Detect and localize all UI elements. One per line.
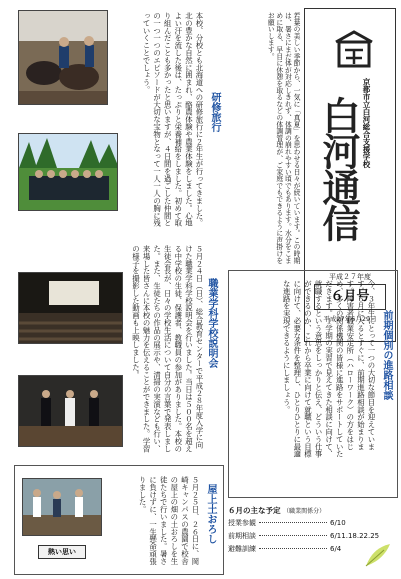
career-consult-heading: 前期個別の進路相談 xyxy=(381,310,392,400)
school-emblem-icon xyxy=(330,28,378,76)
schedule-item-label: 授業参観 xyxy=(228,518,256,527)
rooftop-photo xyxy=(22,478,102,536)
dotted-leader xyxy=(259,522,327,523)
schedule-title-note: （職業関係分） xyxy=(283,508,326,515)
schedule-row xyxy=(228,516,398,529)
dotted-leader xyxy=(259,548,327,549)
students-stage-photo xyxy=(18,375,123,447)
rooftop-body: ５月２５日、２６日に、岡崎キャンパスの農園で校舎の屋上の畑の土おろしを生徒たちで行いました。暑さに負けずに、一生懸命頑張りました。 xyxy=(138,476,200,565)
school-name: 京都市立白河総合支援学校 xyxy=(362,78,371,168)
schedule-item-date: 6/10 xyxy=(330,518,346,527)
photo-caption: 熱い思い xyxy=(38,545,86,559)
schedule-item-date: 6/11.18.22.25 xyxy=(330,531,380,540)
schedule-title-text: ６月の主な予定 xyxy=(228,506,281,515)
leaf-icon xyxy=(362,540,392,570)
rooftop-heading: 屋上土おろし xyxy=(205,484,216,544)
farm-photo-image xyxy=(19,11,108,105)
schedule-item-label: 前期相談 xyxy=(228,531,256,540)
issue-date: 平成27年6月29日 xyxy=(323,315,377,323)
career-consult-body: 今、３年生にとって一つの大切な節目を迎えています。６月に入るとすぐに、前期進路相談が始まります。障害者職業安定所（ハローワーク）の方をはじめ、多くの関係機関の皆様に進路をサポートしていただきます。１学期の実習で見えてきた相談に向けて、就職するという意思をしっかりと伝え、どういう仕事ができるのか、これから卒業に向けて就職という目標に向けて、必要な条件を整理し、ひとりひとりに最適な進路を実現できるようにしましょう。 xyxy=(282,280,376,458)
group-photo xyxy=(18,133,118,211)
farm-photo xyxy=(18,10,108,105)
training-trip-heading: 研修旅行 xyxy=(209,92,220,132)
vocational-briefing-heading: 職業学科学校説明会 xyxy=(206,278,217,368)
schedule-item-date: 6/4 xyxy=(330,544,342,553)
vocational-briefing-body: ５月２４日（日）、総合教育センターで平成２８年度入学に向けた職業学科学校説明会を行いました。当日は５００名を超える中学校の生徒、保護者、教職員の参加がありました。本校の生徒会長が、日々の学校生活について自分の言葉で発表しました。また、生徒たちの作品の展示や、清掃の実演なども行い、来場した皆さんに本校の魅力を伝えることができました。学習の様子を撮影した動画も上映しました。 xyxy=(131,245,204,453)
schedule-item-label: 避難訓練 xyxy=(228,544,256,553)
schedule-title xyxy=(228,505,398,516)
students-stage-photo-image xyxy=(19,376,123,447)
auditorium-photo xyxy=(18,272,123,344)
issue-year: 平成２７年度 xyxy=(329,273,371,281)
intro-text: 若葉の美しい季節から、一気に「真夏」を思わせる日々が続いています。この時期は、暑さにまだ体が対応しきれず、体調の崩れやすい頃でもあります。水分をこまめに取る、早目に休憩を取るなどの体調管理が、ご家庭でもできるように声掛けをお願いします。 xyxy=(266,12,300,264)
training-trip-body: 本校、分校とも北海道への研修旅行に２年生が行ってきました。北の豊かな自然に囲まれ、酪農体験や農業体験をしました。心地よい汗を流した後は、たっぷりと栄養補給をしました。初めて取り組んだことも多かったと思いますが、４日間を過ごした仲間との一つ一つのエピソードが大切な宝物となって一人一人の胸に残っていくことでしょう。 xyxy=(142,12,204,227)
newsletter-title: 白河通信 xyxy=(316,96,361,240)
issue-number: ６月号 xyxy=(314,284,386,310)
auditorium-photo-image xyxy=(19,273,123,344)
dotted-leader xyxy=(259,535,327,536)
rooftop-photo-image xyxy=(23,479,102,536)
group-photo-image xyxy=(19,134,118,211)
